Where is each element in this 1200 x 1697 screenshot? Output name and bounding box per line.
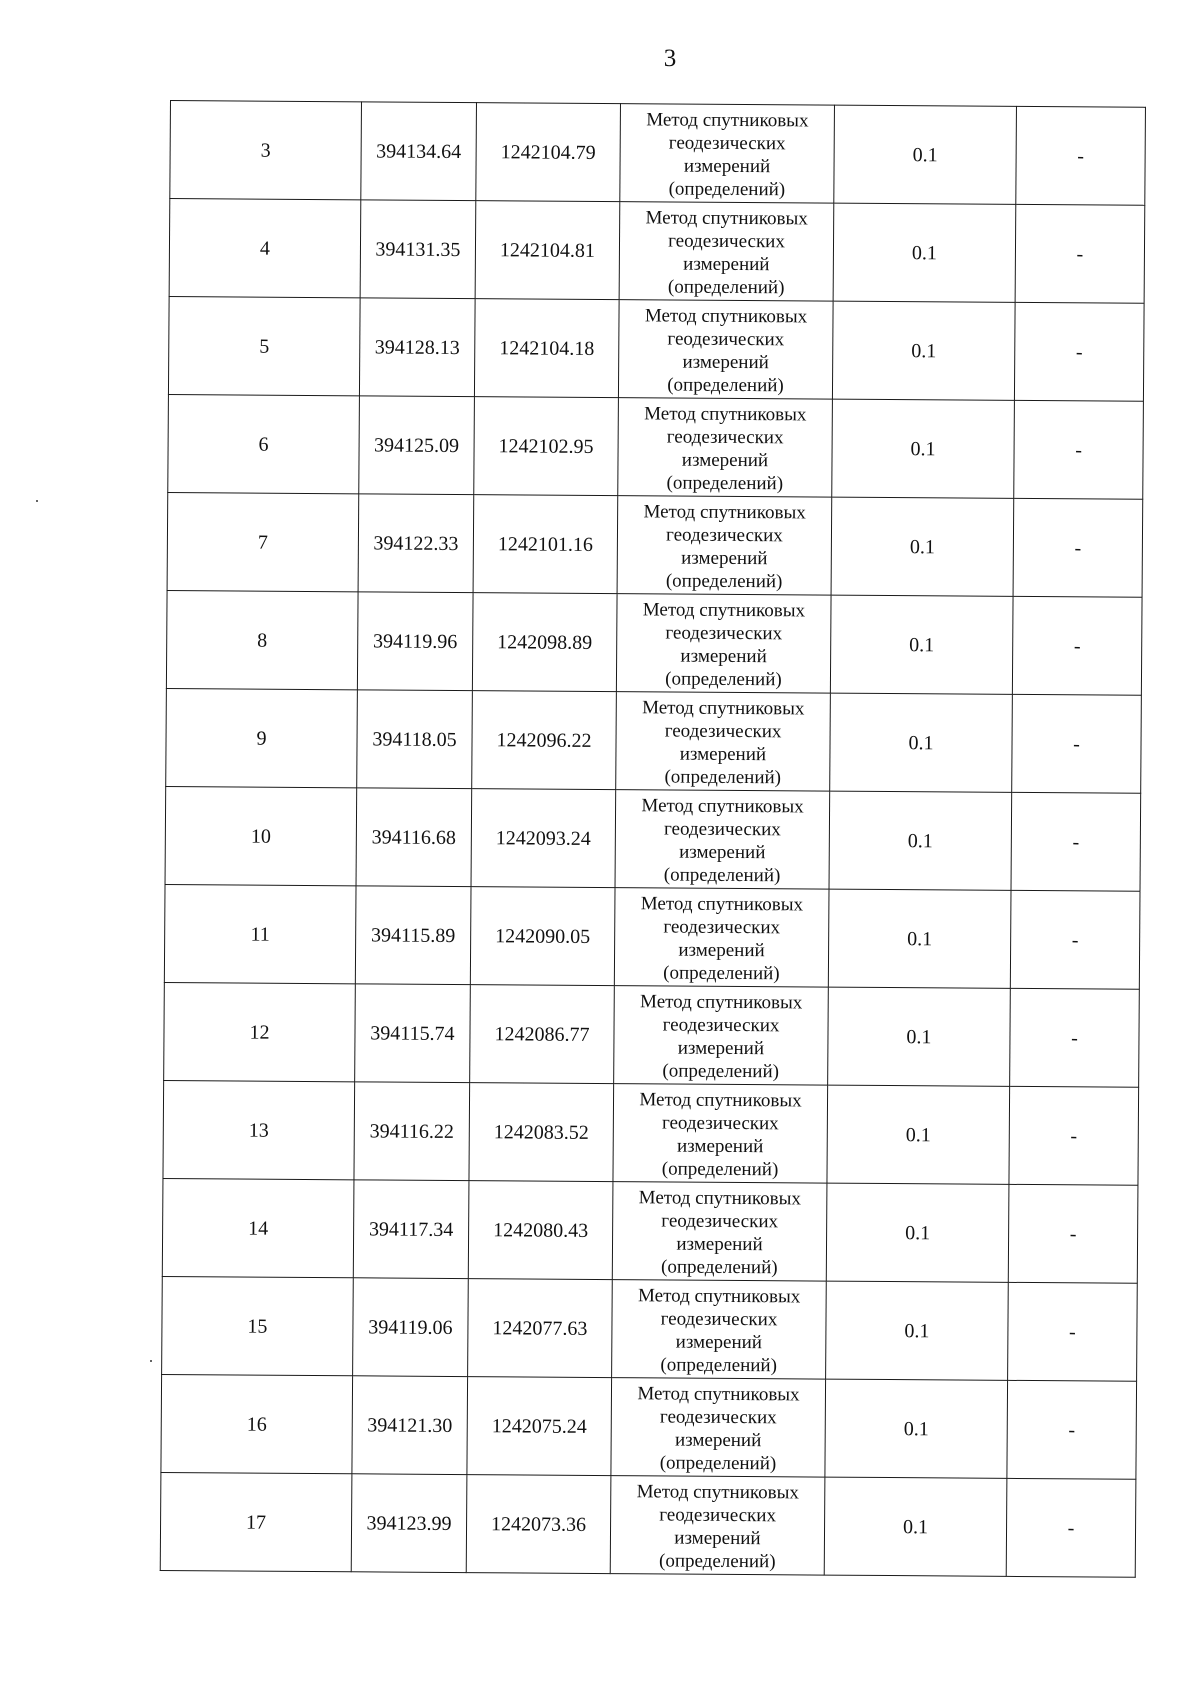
scan-speck — [150, 1360, 152, 1362]
method-line: геодезических — [659, 1405, 777, 1428]
method-line: (определений) — [668, 177, 786, 200]
note-cell: - — [1016, 106, 1146, 205]
method-cell — [614, 888, 829, 987]
accuracy-cell: 0.1 — [832, 301, 1015, 400]
note-cell: - — [1010, 890, 1140, 989]
method-line: геодезических — [665, 621, 783, 644]
method-line: Метод спутниковых — [640, 990, 803, 1013]
method-line: (определений) — [667, 373, 784, 396]
method-cell — [617, 496, 832, 595]
method-cell — [614, 986, 829, 1085]
method-line: измерений — [677, 1037, 765, 1059]
method-line: измерений — [683, 253, 770, 275]
note-cell: - — [1011, 792, 1141, 891]
note-cell: - — [1006, 1478, 1136, 1577]
method-line: измерений — [674, 1527, 761, 1549]
accuracy-cell: 0.1 — [828, 987, 1011, 1086]
method-line: геодезических — [659, 1503, 777, 1526]
x-coordinate-cell: 394123.99 — [351, 1474, 467, 1573]
method-line: Метод спутниковых — [642, 696, 805, 719]
method-line: Метод спутниковых — [641, 794, 804, 817]
y-coordinate-cell: 1242083.52 — [469, 1083, 614, 1182]
y-coordinate-cell: 1242098.89 — [472, 593, 617, 692]
point-number-cell: 17 — [160, 1472, 352, 1571]
method-cell — [618, 300, 833, 399]
method-cell — [612, 1280, 827, 1379]
method-line: измерений — [674, 1429, 762, 1451]
y-coordinate-cell: 1242090.05 — [470, 887, 615, 986]
point-number-cell: 16 — [161, 1374, 353, 1473]
method-line: Метод спутниковых — [636, 1480, 799, 1503]
point-number-cell: 4 — [169, 199, 361, 298]
x-coordinate-cell: 394125.09 — [359, 396, 475, 495]
method-line: измерений — [680, 645, 767, 667]
x-coordinate-cell: 394116.22 — [354, 1082, 470, 1181]
note-cell: - — [1013, 498, 1143, 597]
table-row — [162, 1276, 1138, 1381]
method-line: Метод спутниковых — [645, 206, 808, 229]
method-line: Метод спутниковых — [642, 598, 806, 621]
point-number-cell: 8 — [166, 590, 358, 689]
method-line: геодезических — [668, 131, 786, 154]
y-coordinate-cell: 1242104.79 — [476, 103, 621, 202]
table-row — [168, 296, 1144, 401]
table-row — [165, 786, 1141, 891]
table-row — [167, 492, 1143, 597]
accuracy-cell: 0.1 — [829, 791, 1012, 890]
x-coordinate-cell: 394119.06 — [353, 1278, 469, 1377]
method-line: (определений) — [665, 569, 783, 592]
method-line: Метод спутниковых — [638, 1186, 802, 1209]
method-line: Метод спутниковых — [644, 402, 807, 425]
y-coordinate-cell: 1242086.77 — [470, 985, 615, 1084]
table-row — [163, 1080, 1139, 1185]
coordinates-table-body — [160, 101, 1145, 1578]
method-line: Метод спутниковых — [639, 1088, 802, 1111]
method-line: измерений — [679, 743, 767, 765]
method-cell — [615, 790, 830, 889]
method-line: Метод спутниковых — [637, 1284, 801, 1307]
x-coordinate-cell: 394122.33 — [358, 494, 474, 593]
table-row — [162, 1178, 1138, 1283]
accuracy-cell: 0.1 — [834, 105, 1017, 204]
note-cell: - — [1012, 596, 1142, 695]
x-coordinate-cell: 394131.35 — [360, 200, 476, 299]
method-line: измерений — [675, 1331, 763, 1353]
point-number-cell: 10 — [165, 786, 357, 885]
accuracy-cell: 0.1 — [833, 203, 1016, 302]
method-line: Метод спутниковых — [644, 304, 808, 327]
y-coordinate-cell: 1242073.36 — [466, 1475, 611, 1574]
table-row — [166, 590, 1142, 695]
accuracy-cell: 0.1 — [827, 1085, 1010, 1184]
method-line: измерений — [676, 1135, 764, 1157]
scan-speck — [36, 500, 38, 502]
point-number-cell: 13 — [163, 1080, 355, 1179]
method-line: Метод спутниковых — [643, 500, 806, 523]
method-line: геодезических — [667, 327, 785, 350]
x-coordinate-cell: 394128.13 — [359, 298, 475, 397]
table-row — [168, 394, 1144, 499]
y-coordinate-cell: 1242102.95 — [474, 397, 619, 496]
point-number-cell: 12 — [164, 982, 356, 1081]
note-cell: - — [1015, 204, 1145, 303]
table-row — [164, 982, 1140, 1087]
method-line: геодезических — [661, 1209, 779, 1232]
point-number-cell: 6 — [168, 394, 360, 493]
note-cell: - — [1010, 988, 1140, 1087]
method-line: измерений — [681, 547, 768, 569]
y-coordinate-cell: 1242077.63 — [468, 1279, 613, 1378]
y-coordinate-cell: 1242104.81 — [475, 201, 620, 300]
method-cell — [610, 1476, 825, 1575]
x-coordinate-cell: 394115.89 — [355, 886, 471, 985]
accuracy-cell: 0.1 — [826, 1183, 1009, 1282]
accuracy-cell: 0.1 — [830, 595, 1013, 694]
accuracy-cell: 0.1 — [830, 693, 1013, 792]
method-line: геодезических — [666, 425, 784, 448]
x-coordinate-cell: 394134.64 — [361, 102, 477, 201]
method-line: (определений) — [663, 863, 781, 886]
page-number: 3 — [663, 45, 677, 72]
coordinates-table — [160, 100, 1146, 1578]
point-number-cell: 15 — [162, 1276, 354, 1375]
method-line: измерений — [682, 351, 769, 373]
method-line: (определений) — [660, 1353, 778, 1376]
y-coordinate-cell: 1242075.24 — [467, 1377, 612, 1476]
method-line: геодезических — [663, 915, 781, 938]
point-number-cell: 11 — [164, 884, 356, 983]
y-coordinate-cell: 1242101.16 — [473, 495, 618, 594]
method-line: геодезических — [662, 1013, 780, 1036]
method-line: Метод спутниковых — [640, 892, 804, 915]
point-number-cell: 9 — [166, 688, 358, 787]
note-cell: - — [1014, 302, 1144, 401]
method-line: (определений) — [658, 1549, 776, 1572]
x-coordinate-cell: 394121.30 — [352, 1376, 468, 1475]
method-cell — [612, 1182, 827, 1281]
method-line: (определений) — [664, 765, 782, 788]
method-line: (определений) — [662, 1059, 780, 1082]
table-row — [170, 101, 1146, 206]
method-cell — [613, 1084, 828, 1183]
method-line: (определений) — [665, 667, 782, 690]
method-cell — [618, 398, 833, 497]
method-line: (определений) — [661, 1157, 779, 1180]
point-number-cell: 3 — [170, 101, 362, 200]
method-line: измерений — [678, 939, 765, 961]
method-cell — [611, 1378, 826, 1477]
method-line: геодезических — [668, 229, 785, 252]
method-line: геодезических — [661, 1111, 779, 1134]
method-cell — [616, 692, 831, 791]
note-cell: - — [1008, 1282, 1138, 1381]
method-line: (определений) — [667, 275, 785, 298]
x-coordinate-cell: 394115.74 — [355, 984, 471, 1083]
method-cell — [616, 594, 831, 693]
point-number-cell: 14 — [162, 1178, 354, 1277]
accuracy-cell: 0.1 — [831, 497, 1014, 596]
method-line: (определений) — [661, 1255, 778, 1278]
note-cell: - — [1008, 1184, 1138, 1283]
table-row — [164, 884, 1140, 989]
method-line: Метод спутниковых — [646, 108, 809, 131]
method-line: (определений) — [659, 1451, 777, 1474]
method-line: измерений — [681, 449, 769, 471]
method-line: (определений) — [663, 961, 780, 984]
method-line: геодезических — [663, 817, 781, 840]
accuracy-cell: 0.1 — [825, 1379, 1008, 1478]
accuracy-cell: 0.1 — [826, 1281, 1009, 1380]
table-row — [161, 1374, 1137, 1479]
table-row — [169, 199, 1145, 304]
accuracy-cell: 0.1 — [828, 889, 1011, 988]
y-coordinate-cell: 1242093.24 — [471, 789, 616, 888]
y-coordinate-cell: 1242080.43 — [468, 1181, 613, 1280]
point-number-cell: 7 — [167, 492, 359, 591]
x-coordinate-cell: 394118.05 — [357, 690, 473, 789]
x-coordinate-cell: 394116.68 — [356, 788, 472, 887]
method-cell — [619, 202, 834, 301]
y-coordinate-cell: 1242104.18 — [474, 299, 619, 398]
note-cell: - — [1009, 1086, 1139, 1185]
note-cell: - — [1012, 694, 1142, 793]
table-row — [166, 688, 1142, 793]
method-line: (определений) — [666, 471, 784, 494]
point-number-cell: 5 — [168, 296, 360, 395]
accuracy-cell: 0.1 — [824, 1477, 1007, 1576]
x-coordinate-cell: 394117.34 — [353, 1180, 469, 1279]
method-line: геодезических — [660, 1307, 778, 1330]
method-cell — [620, 104, 835, 203]
x-coordinate-cell: 394119.96 — [357, 592, 473, 691]
table-row — [160, 1472, 1136, 1577]
method-line: измерений — [683, 155, 771, 177]
y-coordinate-cell: 1242096.22 — [472, 691, 617, 790]
accuracy-cell: 0.1 — [832, 399, 1015, 498]
method-line: измерений — [676, 1233, 763, 1255]
note-cell: - — [1014, 400, 1144, 499]
method-line: Метод спутниковых — [637, 1382, 800, 1405]
method-line: геодезических — [666, 523, 783, 546]
note-cell: - — [1007, 1380, 1137, 1479]
method-line: измерений — [679, 841, 766, 863]
method-line: геодезических — [664, 719, 782, 742]
